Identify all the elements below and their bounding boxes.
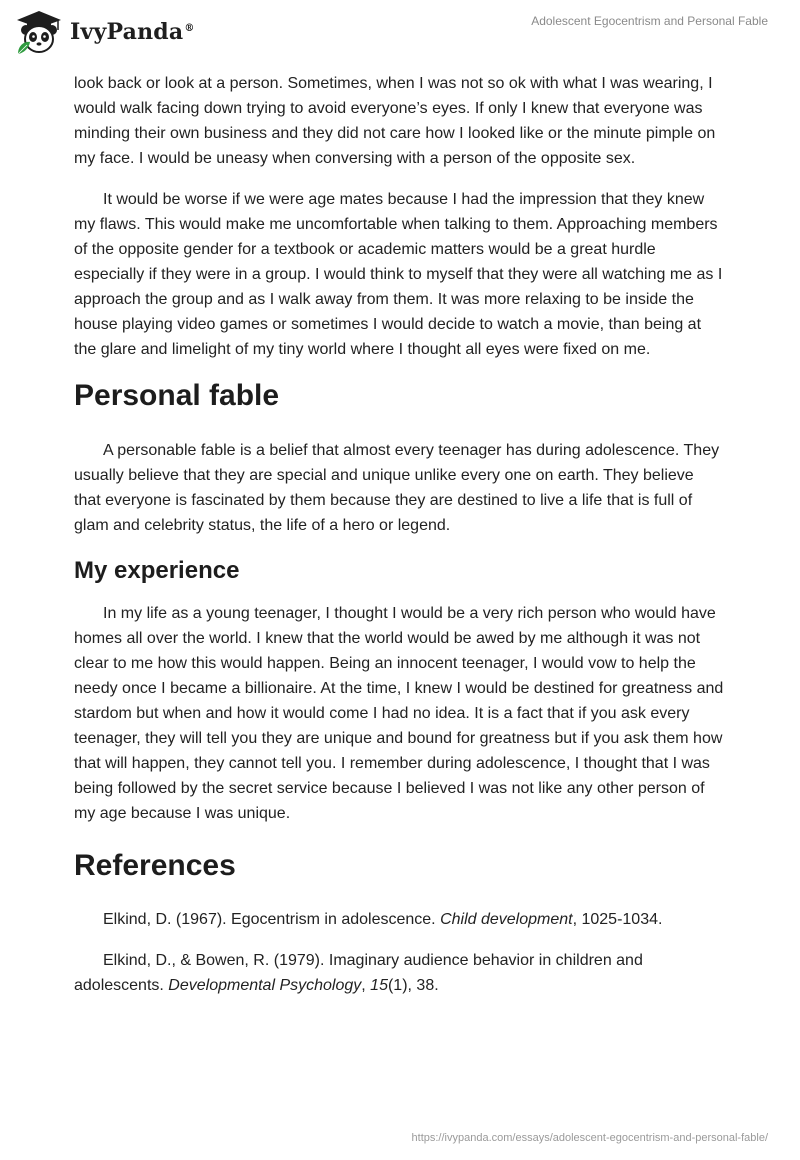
heading-personal-fable: Personal fable bbox=[74, 379, 280, 412]
ivypanda-logo[interactable] bbox=[14, 8, 195, 56]
journal-volume: 15 bbox=[370, 977, 388, 994]
heading-my-experience: My experience bbox=[74, 557, 240, 584]
reference-item: Elkind, D. (1967). Egocentrism in adolescence. Child development, 1025-1034. bbox=[103, 911, 663, 928]
journal-title: Child development bbox=[440, 911, 573, 928]
paragraph-age-mates: It would be worse if we were age mates because I had the impression that they knew my flaws. This would make me uncomfortable when talking to them. Approaching members of the opposite gender for a textbook or academic matters would be a great hurdle especially if they were in a group. I would think to myself that they were all watching me as I approach the group and as I walk away from them. It was more relaxing to be inside the house playing video games or sometimes I would decide to watch a movie, than being at the glare and limelight of my tiny world where I thought all eyes were fixed on me. bbox=[74, 191, 723, 358]
heading-references: References bbox=[74, 849, 236, 882]
paragraph-continued: look back or look at a person. Sometimes, when I was not so ok with what I was wearing, I would walk facing down trying to avoid everyone’s eyes. If only I knew that everyone was minding their own business and they did not care how I looked like or the minute pimple on my face. I would be uneasy when conversing with a person of the opposite sex. bbox=[74, 75, 716, 167]
panda-graduate-icon bbox=[14, 8, 64, 56]
paragraph-my-experience: In my life as a young teenager, I thought I would be a very rich person who would have homes all over the world. I knew that the world would be awed by me although it was not clear to me how this would happen. Being an innocent teenager, I would vow to help the needy once I became a billionaire. At the time, I knew I would be destined for greatness and stardom but when and how it would come I had no idea. It is a fact that if you ask every teenager, they will tell you they are unique and bound for greatness but if you ask them how that will happen, they cannot tell you. I remember during adolescence, I thought that I was being followed by the secret service because I believed I was not like any other person of my age because I was unique. bbox=[74, 605, 724, 822]
source-url[interactable]: https://ivypanda.com/essays/adolescent-egocentrism-and-personal-fable/ bbox=[411, 1132, 768, 1144]
essay-content bbox=[74, 71, 724, 998]
reference-item: Elkind, D., & Bowen, R. (1979). Imaginary audience behavior in children and adolescents. Developmental Psychology, 15(1), 38. bbox=[74, 952, 643, 994]
brand-name: IvyPanda® bbox=[70, 19, 195, 45]
document-title: Adolescent Egocentrism and Personal Fable bbox=[531, 14, 768, 28]
journal-title: Developmental Psychology bbox=[168, 977, 362, 994]
page-header bbox=[0, 0, 800, 70]
paragraph-personal-fable: A personable fable is a belief that almost every teenager has during adolescence. They usually believe that they are special and unique unlike every one on earth. They believe that everyone is fascinated by them because they are destined to live a life that is full of glam and celebrity status, the life of a hero or legend. bbox=[74, 442, 720, 534]
